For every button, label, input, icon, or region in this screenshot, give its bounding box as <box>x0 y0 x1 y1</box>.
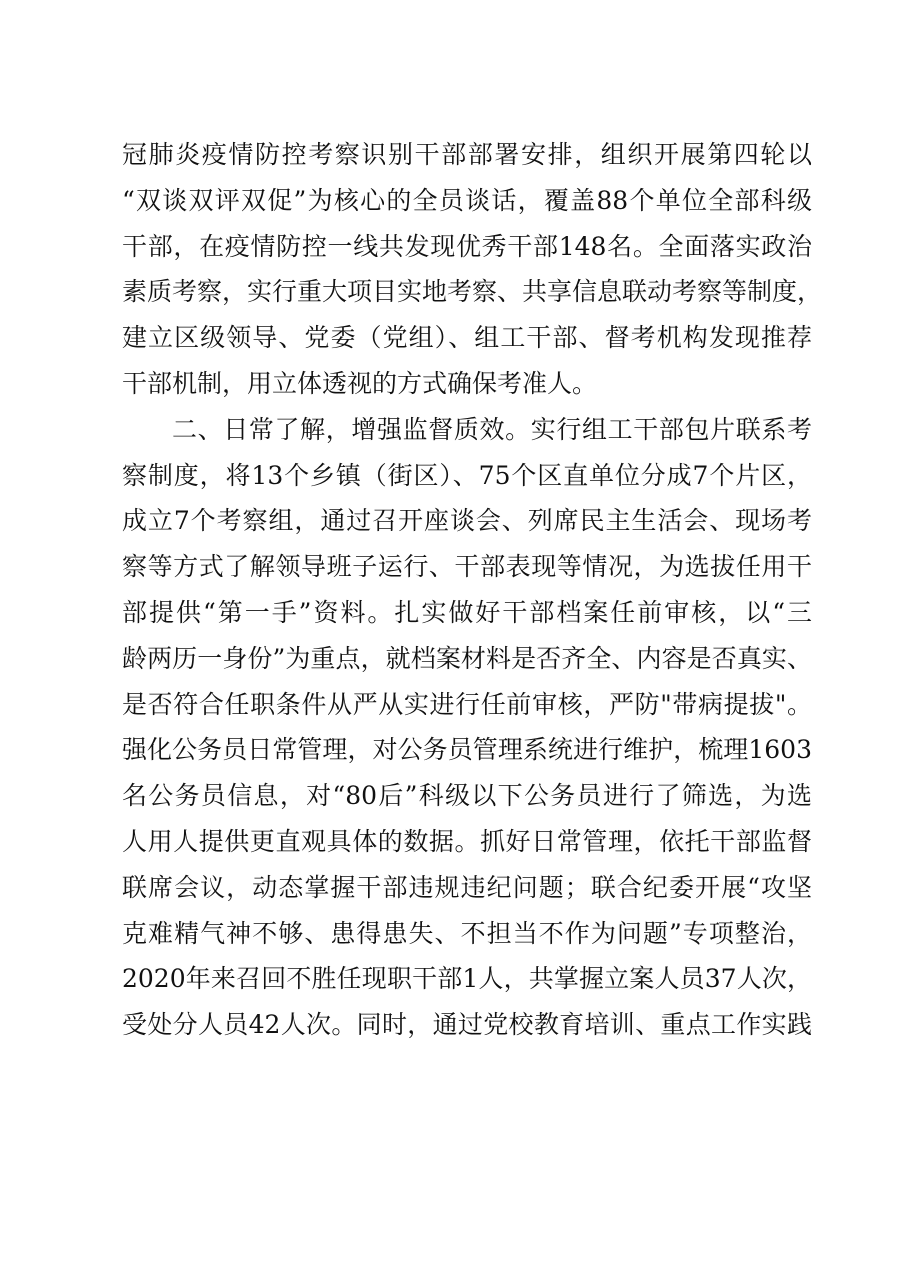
text-line: 素质考察，实行重大项目实地考察、共享信息联动考察等制度， <box>122 277 823 307</box>
document-body <box>122 132 823 1048</box>
text-line: 建立区级领导、党委（党组）、组工干部、督考机构发现推荐 <box>122 323 812 353</box>
text-line: 人用人提供更直观具体的数据。抓好日常管理，依托干部监督 <box>122 826 812 856</box>
paragraph-1 <box>122 132 823 407</box>
text-line: 成立7个考察组，通过召开座谈会、列席民主生活会、现场考 <box>122 506 812 536</box>
text-line: 干部，在疫情防控一线共发现优秀干部148名。全面落实政治 <box>122 231 812 261</box>
text-line: “双谈双评双促”为核心的全员谈话，覆盖88个单位全部科级 <box>122 185 812 215</box>
text-line: 二、日常了解，增强监督质效。实行组工干部包片联系考 <box>172 414 812 444</box>
text-line: 强化公务员日常管理，对公务员管理系统进行维护，梳理1603 <box>122 735 812 765</box>
text-line: 部提供“第一手”资料。扎实做好干部档案任前审核，以“三 <box>122 597 812 627</box>
text-line: 2020年来召回不胜任现职干部1人，共掌握立案人员37人次， <box>122 964 812 994</box>
paragraph-2 <box>122 407 812 1048</box>
text-line: 克难精气神不够、患得患失、不担当不作为问题”专项整治， <box>122 918 812 948</box>
text-line: 龄两历一身份”为重点，就档案材料是否齐全、内容是否真实、 <box>122 643 812 673</box>
text-line: 受处分人员42人次。同时，通过党校教育培训、重点工作实践 <box>122 1010 812 1040</box>
text-line: 名公务员信息，对“80后”科级以下公务员进行了筛选，为选 <box>122 781 812 811</box>
text-line: 冠肺炎疫情防控考察识别干部部署安排，组织开展第四轮以 <box>122 140 812 169</box>
text-line: 是否符合任职条件从严从实进行任前审核，严防"带病提拔"。 <box>122 689 812 719</box>
text-line: 察制度，将13个乡镇（街区）、75个区直单位分成7个片区， <box>122 460 812 490</box>
text-line: 察等方式了解领导班子运行、干部表现等情况，为选拔任用干 <box>122 552 812 582</box>
text-line: 干部机制，用立体透视的方式确保考准人。 <box>122 368 598 398</box>
text-line: 联席会议，动态掌握干部违规违纪问题；联合纪委开展“攻坚 <box>122 872 812 902</box>
